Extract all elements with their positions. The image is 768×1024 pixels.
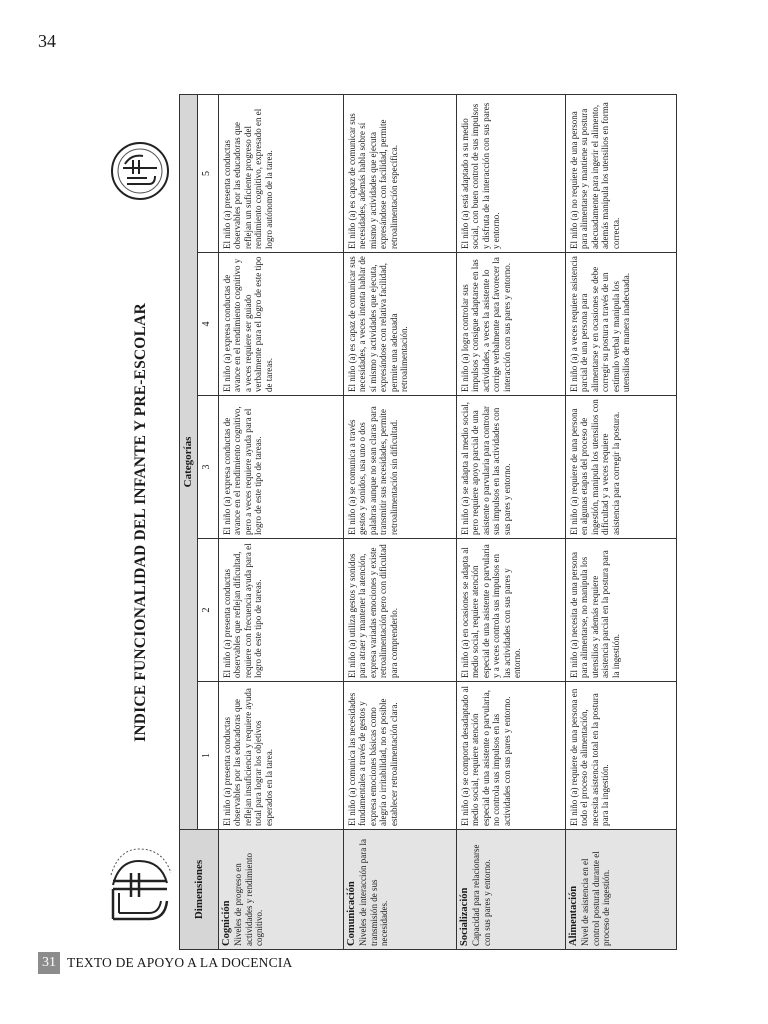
university-seal-logo-right — [109, 140, 176, 202]
level-header: 2 — [197, 539, 218, 682]
category-cell: El niño (a) está adaptado a su medio social, con buen control de sus impulsos y disfruta de la interacción con sus pares y entorno. — [456, 94, 565, 252]
footer-page-number: 31 — [38, 952, 60, 974]
functionality-index-table — [179, 94, 677, 950]
category-cell: El niño (a) utiliza gestos y sonidos para atraer y mantener la atención, expresa variadas emociones y existe retroalimentación pero con dificultad para comprenderlo. — [343, 539, 456, 682]
category-cell: El niño (a) a veces requiere asistencia parcial de una persona para alimentarse y en ocasiones se debe corregir su postura a través de un estímulo verbal y manipula los utensilios de manera inadecuada. — [565, 253, 676, 396]
category-cell: El niño (a) requiere de una persona en algunas etapas del proceso de ingestión, manipula los utensilios con dificultad y a veces requiere asistencia para corregir la postura. — [565, 396, 676, 539]
dimensions-header: Dimensiones — [180, 830, 219, 950]
category-cell: El niño (a) necesita de una persona para alimentarse, no manipula los utensilios y además requiere asistencia parcial en la postura para la ingestión. — [565, 539, 676, 682]
dimension-name: Cognición — [220, 900, 232, 946]
category-cell: El niño (a) es capaz de comunicar sus necesidades, a veces intenta hablar de sí mismo y actividades que ejecuta, expresándose con relativa facilidad, permite una adecuada retroalimentación. — [343, 253, 456, 396]
dimension-description: Capacidad para relacionarse con sus pares y entorno. — [471, 844, 492, 946]
categories-header: Categorías — [180, 94, 198, 829]
page-number: 34 — [38, 31, 56, 51]
dimension-cell — [343, 830, 456, 950]
category-cell: El niño (a) requiere de una persona en todo el proceso de alimentación, necesita asistencia total en la postura para la ingestión. — [565, 682, 676, 830]
table-row — [565, 94, 676, 949]
table-row — [456, 94, 565, 949]
category-cell: El niño (a) presenta conductas observables que reflejan dificultad, requiere con frecuencia ayuda para el logro de este tipo de tareas. — [218, 539, 343, 682]
document-title: INDICE FUNCIONALIDAD DEL INFANTE Y PRE-ESCOLAR — [132, 303, 149, 742]
category-cell: El niño (a) presenta conductas observables por las educadoras que reflejan un suficiente progreso del rendimiento cognitivo, expresado en el logro autónomo de la tarea. — [218, 94, 343, 252]
dimension-name: Comunicación — [345, 881, 357, 946]
level-header: 4 — [197, 253, 218, 396]
table-row — [343, 94, 456, 949]
dimension-description: Nivel de asistencia en el control postural durante el proceso de ingestión. — [580, 851, 611, 946]
level-header: 5 — [197, 94, 218, 252]
dimension-name: Socialización — [458, 887, 470, 946]
dimension-cell — [456, 830, 565, 950]
category-cell: El niño (a) en ocasiones se adapta al medio social, requiere atención especial de una asistente o parvularia y a veces controla sus impulsos en las actividades con sus pares y entorno. — [456, 539, 565, 682]
category-cell: El niño (a) expresa conductas de avance en el rendimiento cognitivo y a veces requiere ser guiado verbalmente para el logro de este tipo de tareas. — [218, 253, 343, 396]
category-cell: El niño (a) comunica las necesidades fundamentales a través de gestos y expresa emociones básicas como alegría o irritabilidad, no es posible establecer retroalimentación clara. — [343, 682, 456, 830]
category-cell: El niño (a) se adapta al medio social, pero requiere apoyo parcial de una asistente o parvularia para controlar sus impulsos en las actividades con sus pares y entorno. — [456, 396, 565, 539]
dimension-description: Niveles de interacción para la transmisión de sus necesidades. — [358, 839, 389, 946]
level-header: 1 — [197, 682, 218, 830]
dimension-cell — [218, 830, 343, 950]
level-header: 3 — [197, 396, 218, 539]
category-cell: El niño (a) presenta conductas observables por las educadoras que reflejan insuficiencia y requiere ayuda total para lograr los objetivos esperados en la tarea. — [218, 682, 343, 830]
page-footer — [38, 952, 292, 974]
rotated-table-sheet — [104, 95, 629, 950]
dimension-description: Niveles de progreso en actividades y rendimiento cognitivo. — [233, 853, 264, 946]
category-cell: El niño (a) no requiere de una persona para alimentarse y mantiene su postura adecuadamente para ingerir el alimento, además manipula los utensilios en forma correcta. — [565, 94, 676, 252]
category-cell: El niño (a) es capaz de comunicar sus necesidades, además habla sobre sí mismo y actividades que ejecuta expresándose con facilidad, permite retroalimentación específica. — [343, 94, 456, 252]
category-cell: El niño (a) expresa conductas de avance en el rendimiento cognitivo, pero a veces requiere ayuda para el logro de este tipo de tareas. — [218, 396, 343, 539]
dimension-cell — [565, 830, 676, 950]
category-cell: El niño (a) se comporta desadaptado al medio social, requiere atención especial de una asistente o parvularia, no controla sus impulsos en las actividades con sus pares y entorno. — [456, 682, 565, 830]
footer-title: TEXTO DE APOYO A LA DOCENCIA — [67, 955, 293, 970]
category-cell: El niño (a) logra controlar sus impulsos y consigue adaptarse en las actividades, a veces la asistente lo corrige verbalmente para favorecer la interacción con sus pares y entorno. — [456, 253, 565, 396]
category-cell: El niño (a) se comunica a través gestos y sonidos, usa uno o dos palabras aunque no sean claras para transmitir sus necesidades, permite retroalimentación sin dificultad. — [343, 396, 456, 539]
table-row — [218, 94, 343, 949]
dimension-name: Alimentación — [567, 885, 579, 946]
